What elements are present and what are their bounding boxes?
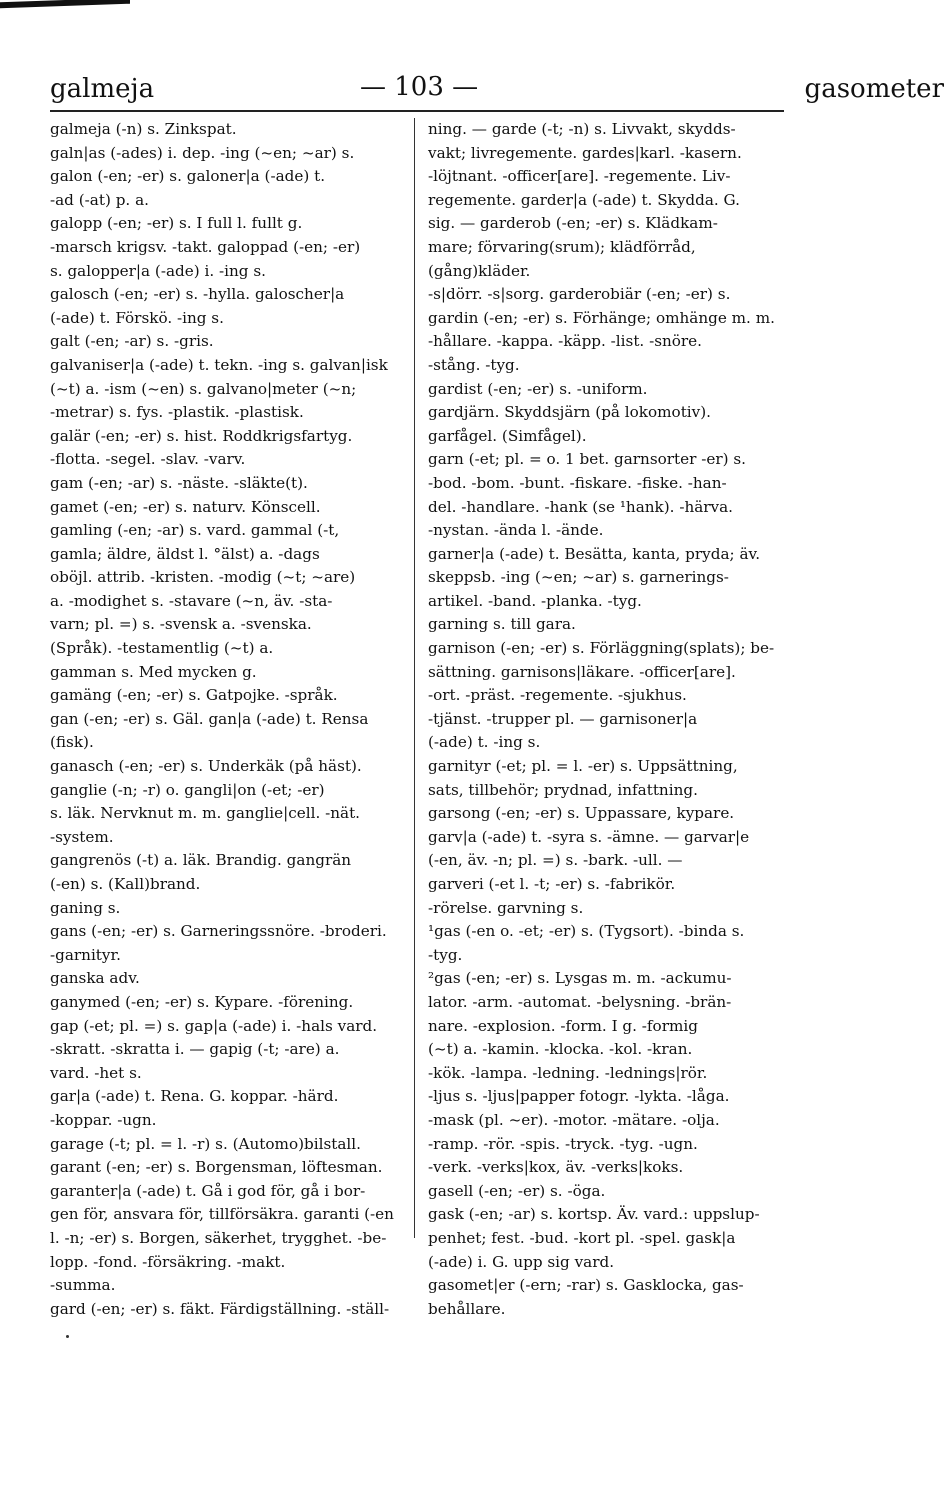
column-divider <box>414 118 415 1238</box>
dictionary-line: oböjl. attrib. -kristen. -modig (~t; ~are) <box>50 568 356 587</box>
guide-word-right: gasometer <box>804 74 944 104</box>
right-column <box>428 118 784 1321</box>
dictionary-line: galär (-en; -er) s. hist. Roddkrigsfartyg. <box>50 426 353 445</box>
dictionary-line: galmeja (-n) s. Zinkspat. <box>50 120 237 138</box>
dictionary-line: varn; pl. =) s. -svensk a. -svenska. <box>50 615 312 634</box>
dictionary-line: -koppar. -ugn. <box>50 1110 157 1129</box>
dictionary-line: galosch (-en; -er) s. -hylla. galoscher|a <box>50 285 345 304</box>
dictionary-line: -flotta. -segel. -slav. -varv. <box>50 450 246 469</box>
dictionary-line: s. läk. Nervknut m. m. ganglie|cell. -nät. <box>50 804 361 823</box>
dictionary-line: lopp. -fond. -försäkring. -makt. <box>50 1252 286 1271</box>
dictionary-line: ganglie (-n; -r) o. gangli|on (-et; -er) <box>50 780 325 799</box>
dictionary-line: regemente. garder|a (-ade) t. Skydda. G. <box>428 190 740 209</box>
dictionary-line: -s|dörr. -s|sorg. garderobiär (-en; -er) s. <box>428 285 731 304</box>
dictionary-line: -bod. -bom. -bunt. -fiskare. -fiske. -han- <box>428 473 727 492</box>
dictionary-line: galt (-en; -ar) s. -gris. <box>50 332 214 351</box>
dictionary-line: -löjtnant. -officer[are]. -regemente. Liv- <box>428 167 731 186</box>
dictionary-line: gardist (-en; -er) s. -uniform. <box>428 379 648 398</box>
dictionary-line: gask (-en; -ar) s. kortsp. Äv. vard.: uppslup- <box>428 1205 760 1224</box>
dictionary-line: behållare. <box>428 1299 506 1318</box>
dictionary-line: -stång. -tyg. <box>428 355 520 374</box>
dictionary-line: ning. — garde (-t; -n) s. Livvakt, skydds- <box>428 120 736 138</box>
dictionary-line: nare. -explosion. -form. I g. -formig <box>428 1016 698 1035</box>
dictionary-line: (-ade) i. G. upp sig vard. <box>428 1252 615 1271</box>
dictionary-line: penhet; fest. -bud. -kort pl. -spel. gask|a <box>428 1228 736 1247</box>
dictionary-line: ²gas (-en; -er) s. Lysgas m. m. -ackumu- <box>428 969 732 988</box>
dictionary-line: gardjärn. Skyddsjärn (på lokomotiv). <box>428 403 711 422</box>
dictionary-line: ¹gas (-en o. -et; -er) s. (Tygsort). -binda s. <box>428 922 745 941</box>
dictionary-line: gan (-en; -er) s. Gäl. gan|a (-ade) t. Rensa (fisk). <box>50 709 374 752</box>
dictionary-line: lator. -arm. -automat. -belysning. -brän- <box>428 992 732 1011</box>
dictionary-line: (-ade) t. Förskö. -ing s. <box>50 308 224 327</box>
dictionary-line: gar|a (-ade) t. Rena. G. koppar. -härd. <box>50 1087 339 1106</box>
dictionary-line: -skratt. -skratta i. — gapig (-t; -are) a. <box>50 1040 340 1059</box>
dictionary-line: -tyg. <box>428 945 463 964</box>
dictionary-line: s. galopper|a (-ade) i. -ing s. <box>50 261 266 280</box>
dictionary-line: garn (-et; pl. = o. 1 bet. garnsorter -er) s. <box>428 450 746 469</box>
dictionary-line: -kök. -lampa. -ledning. -lednings|rör. <box>428 1063 708 1082</box>
dictionary-line: galn|as (-ades) i. dep. -ing (~en; ~ar) s. <box>50 143 355 162</box>
dictionary-line: gamling (-en; -ar) s. vard. gammal (-t, <box>50 521 340 540</box>
dictionary-line: -tjänst. -trupper pl. — garnisoner|a <box>428 709 698 728</box>
dictionary-line: galon (-en; -er) s. galoner|a (-ade) t. <box>50 167 326 186</box>
dictionary-line: garnityr (-et; pl. = l. -er) s. Uppsättning, <box>428 757 738 776</box>
dictionary-line: gap (-et; pl. =) s. gap|a (-ade) i. -hals vard. <box>50 1016 378 1035</box>
dictionary-line: sats, tillbehör; prydnad, infattning. <box>428 780 698 799</box>
dictionary-line: ganing s. <box>50 898 121 917</box>
dictionary-line: gamäng (-en; -er) s. Gatpojke. -språk. <box>50 686 338 705</box>
dictionary-line: garanter|a (-ade) t. Gå i god för, gå i bor- <box>50 1181 366 1200</box>
dictionary-line: gard (-en; -er) s. fäkt. Färdigställning. -ställ- <box>50 1299 390 1318</box>
dictionary-line: -mask (pl. ~er). -motor. -mätare. -olja. <box>428 1110 720 1129</box>
dictionary-line: gamla; äldre, äldst l. °älst) a. -dags <box>50 544 320 563</box>
dictionary-line: -ad (-at) p. a. <box>50 190 149 209</box>
dictionary-line: gam (-en; -ar) s. -näste. -släkte(t). <box>50 473 308 492</box>
dictionary-line: garfågel. (Simfågel). <box>428 426 587 445</box>
scan-edge-mark <box>0 0 130 8</box>
dictionary-line: gen för, ansvara för, tillförsäkra. garanti (-en <box>50 1205 394 1224</box>
dictionary-line: sig. — garderob (-en; -er) s. Klädkam- <box>428 214 718 233</box>
dictionary-line: garv|a (-ade) t. -syra s. -ämne. — garvar|e <box>428 827 750 846</box>
dictionary-line: mare; förvaring(srum); klädförråd, (gång)kläder. <box>428 237 701 280</box>
dictionary-line: ganasch (-en; -er) s. Underkäk (på häst). <box>50 757 362 776</box>
dictionary-line: -verk. -verks|kox, äv. -verks|koks. <box>428 1158 684 1177</box>
dictionary-line: skeppsb. -ing (~en; ~ar) s. garnerings- <box>428 568 729 587</box>
dictionary-line: (-en) s. (Kall)brand. <box>50 875 201 893</box>
speck-mark <box>66 1335 69 1338</box>
dictionary-line: -system. <box>50 827 114 846</box>
dictionary-line: gasell (-en; -er) s. -öga. <box>428 1181 606 1200</box>
dictionary-line: -metrar) s. fys. -plastik. -plastisk. <box>50 403 304 422</box>
dictionary-line: (~t) a. -ism (~en) s. galvano|meter (~n; <box>50 379 357 398</box>
dictionary-line: l. -n; -er) s. Borgen, säkerhet, trygghet. -be- <box>50 1228 387 1247</box>
dictionary-line: gardin (-en; -er) s. Förhänge; omhänge m. m. <box>428 308 775 327</box>
guide-word-left: galmeja <box>50 74 155 104</box>
dictionary-line: sättning. garnisons|läkare. -officer[are]. <box>428 662 736 681</box>
dictionary-line: garnison (-en; -er) s. Förläggning(splats); be- <box>428 639 775 658</box>
dictionary-line: vard. -het s. <box>50 1063 142 1082</box>
dictionary-line: galopp (-en; -er) s. I full l. fullt g. <box>50 214 303 233</box>
dictionary-line: -summa. <box>50 1276 116 1295</box>
dictionary-line: gasomet|er (-ern; -rar) s. Gasklocka, gas- <box>428 1276 744 1295</box>
page-header <box>50 66 944 106</box>
dictionary-line: (-en, äv. -n; pl. =) s. -bark. -ull. — <box>428 851 683 870</box>
header-rule <box>50 110 784 112</box>
dictionary-line: gamet (-en; -er) s. naturv. Könscell. <box>50 497 321 516</box>
dictionary-line: del. -handlare. -hank (se ¹hank). -härva. <box>428 497 734 516</box>
dictionary-line: (~t) a. -kamin. -klocka. -kol. -kran. <box>428 1040 693 1059</box>
dictionary-line: (Språk). -testamentlig (~t) a. <box>50 639 274 658</box>
dictionary-line: garant (-en; -er) s. Borgensman, löftesman. <box>50 1158 383 1177</box>
dictionary-line: ganska adv. <box>50 969 140 988</box>
dictionary-line: garning s. till gara. <box>428 615 576 634</box>
dictionary-line: garveri (-et l. -t; -er) s. -fabrikör. <box>428 875 676 893</box>
dictionary-line: galvaniser|a (-ade) t. tekn. -ing s. galvan|isk <box>50 355 388 374</box>
dictionary-line: -marsch krigsv. -takt. galoppad (-en; -er) <box>50 237 361 256</box>
dictionary-line: gamman s. Med mycken g. <box>50 662 257 681</box>
dictionary-line: garner|a (-ade) t. Besätta, kanta, pryda; äv. <box>428 544 761 563</box>
dictionary-line: (-ade) t. -ing s. <box>428 733 541 752</box>
dictionary-line: artikel. -band. -planka. -tyg. <box>428 591 642 610</box>
dictionary-line: -nystan. -ända l. -ände. <box>428 521 604 540</box>
dictionary-line: -rörelse. garvning s. <box>428 898 584 917</box>
dictionary-line: ganymed (-en; -er) s. Kypare. -förening. <box>50 992 354 1011</box>
dictionary-line: vakt; livregemente. gardes|karl. -kasern. <box>428 143 742 162</box>
page-number: — 103 — <box>360 72 479 102</box>
dictionary-line: -ljus s. -ljus|papper fotogr. -lykta. -låga. <box>428 1087 730 1106</box>
dictionary-line: -ramp. -rör. -spis. -tryck. -tyg. -ugn. <box>428 1134 698 1153</box>
dictionary-line: -hållare. -kappa. -käpp. -list. -snöre. <box>428 332 702 351</box>
dictionary-line: gangrenös (-t) a. läk. Brandig. gangrän <box>50 851 352 870</box>
dictionary-line: -garnityr. <box>50 945 121 964</box>
dictionary-line: gans (-en; -er) s. Garneringssnöre. -broderi. <box>50 922 387 941</box>
dictionary-line: garsong (-en; -er) s. Uppassare, kypare. <box>428 804 735 823</box>
dictionary-line: a. -modighet s. -stavare (~n, äv. -sta- <box>50 591 333 610</box>
dictionary-line: -ort. -präst. -regemente. -sjukhus. <box>428 686 687 705</box>
left-column <box>50 118 405 1321</box>
dictionary-line: garage (-t; pl. = l. -r) s. (Automo)bilstall. <box>50 1134 361 1153</box>
